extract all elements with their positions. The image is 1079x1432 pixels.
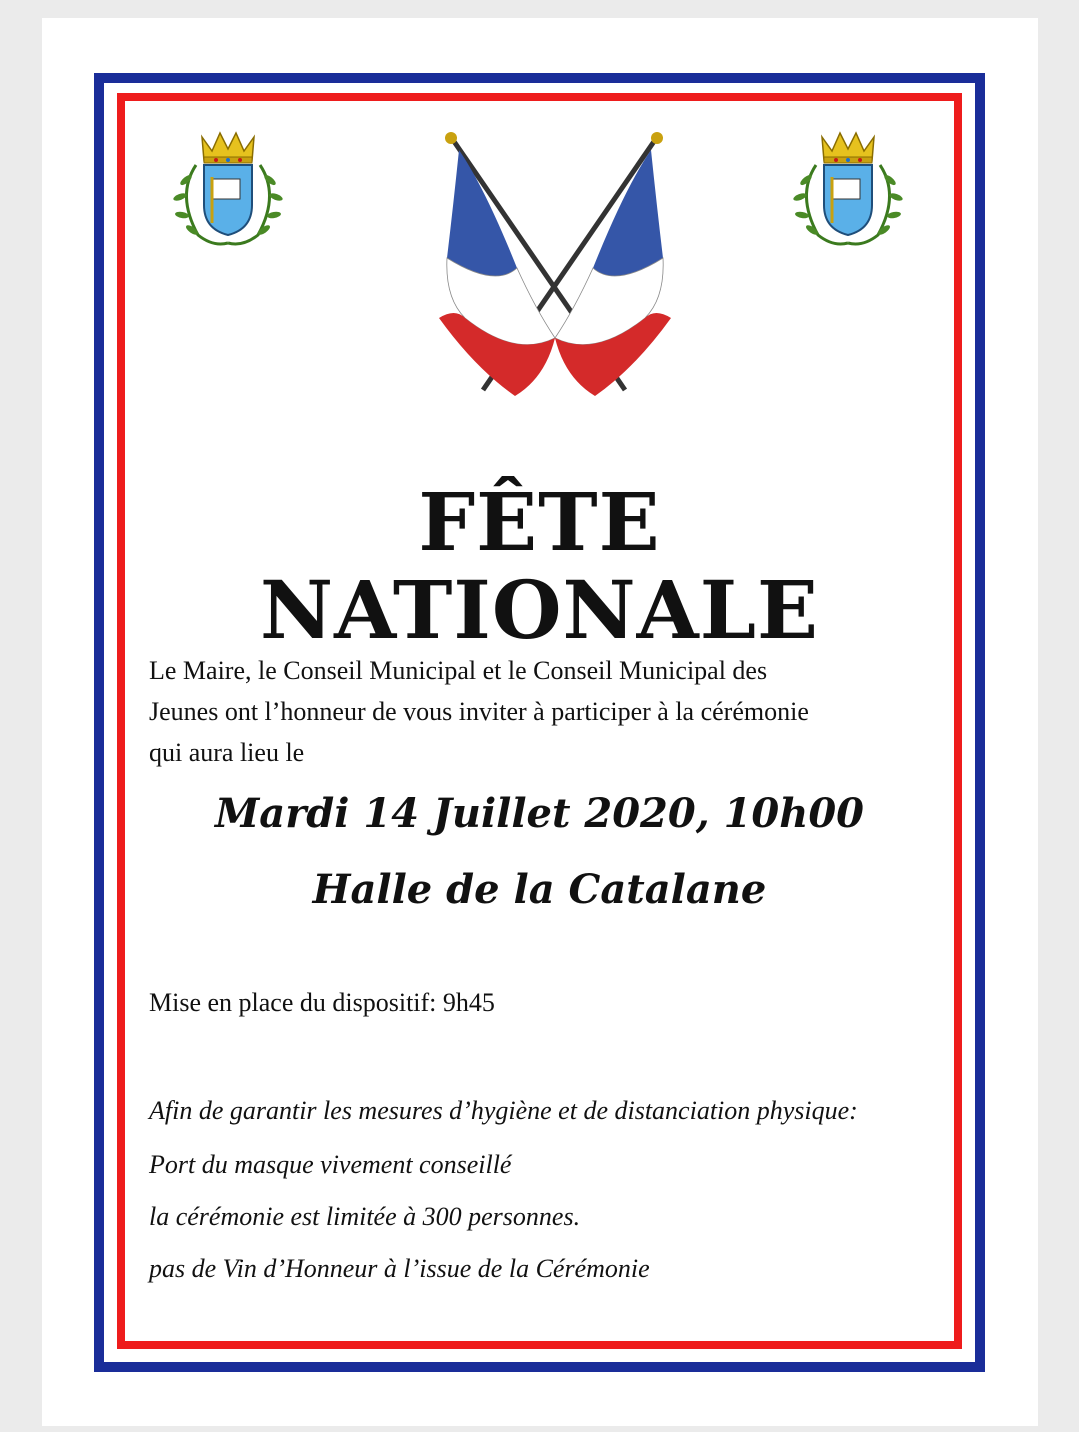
poster-title: FÊTE NATIONALE <box>260 475 819 657</box>
hygiene-measures <box>149 1090 935 1295</box>
event-date-time: Mardi 14 Juillet 2020, 10h00 <box>215 790 864 837</box>
invitation-line: qui aura lieu le <box>149 738 305 767</box>
invitation-paragraph <box>149 650 919 773</box>
coat-of-arms-icon <box>168 125 288 250</box>
event-location: Halle de la Catalane <box>312 866 767 913</box>
crossed-french-flags-icon <box>425 128 685 408</box>
measure-item: pas de Vin d’Honneur à l’issue de la Cérémonie <box>149 1254 650 1283</box>
invitation-line: Le Maire, le Conseil Municipal et le Conseil Municipal des <box>149 656 768 685</box>
measure-item: Port du masque vivement conseillé <box>149 1150 512 1179</box>
measures-intro: Afin de garantir les mesures d’hygiène et de distanciation physique: <box>149 1096 858 1125</box>
setup-time: Mise en place du dispositif: 9h45 <box>149 988 495 1017</box>
invitation-line: Jeunes ont l’honneur de vous inviter à participer à la cérémonie <box>149 697 809 726</box>
measure-item: la cérémonie est limitée à 300 personnes. <box>149 1202 581 1231</box>
coat-of-arms-icon <box>788 125 908 250</box>
